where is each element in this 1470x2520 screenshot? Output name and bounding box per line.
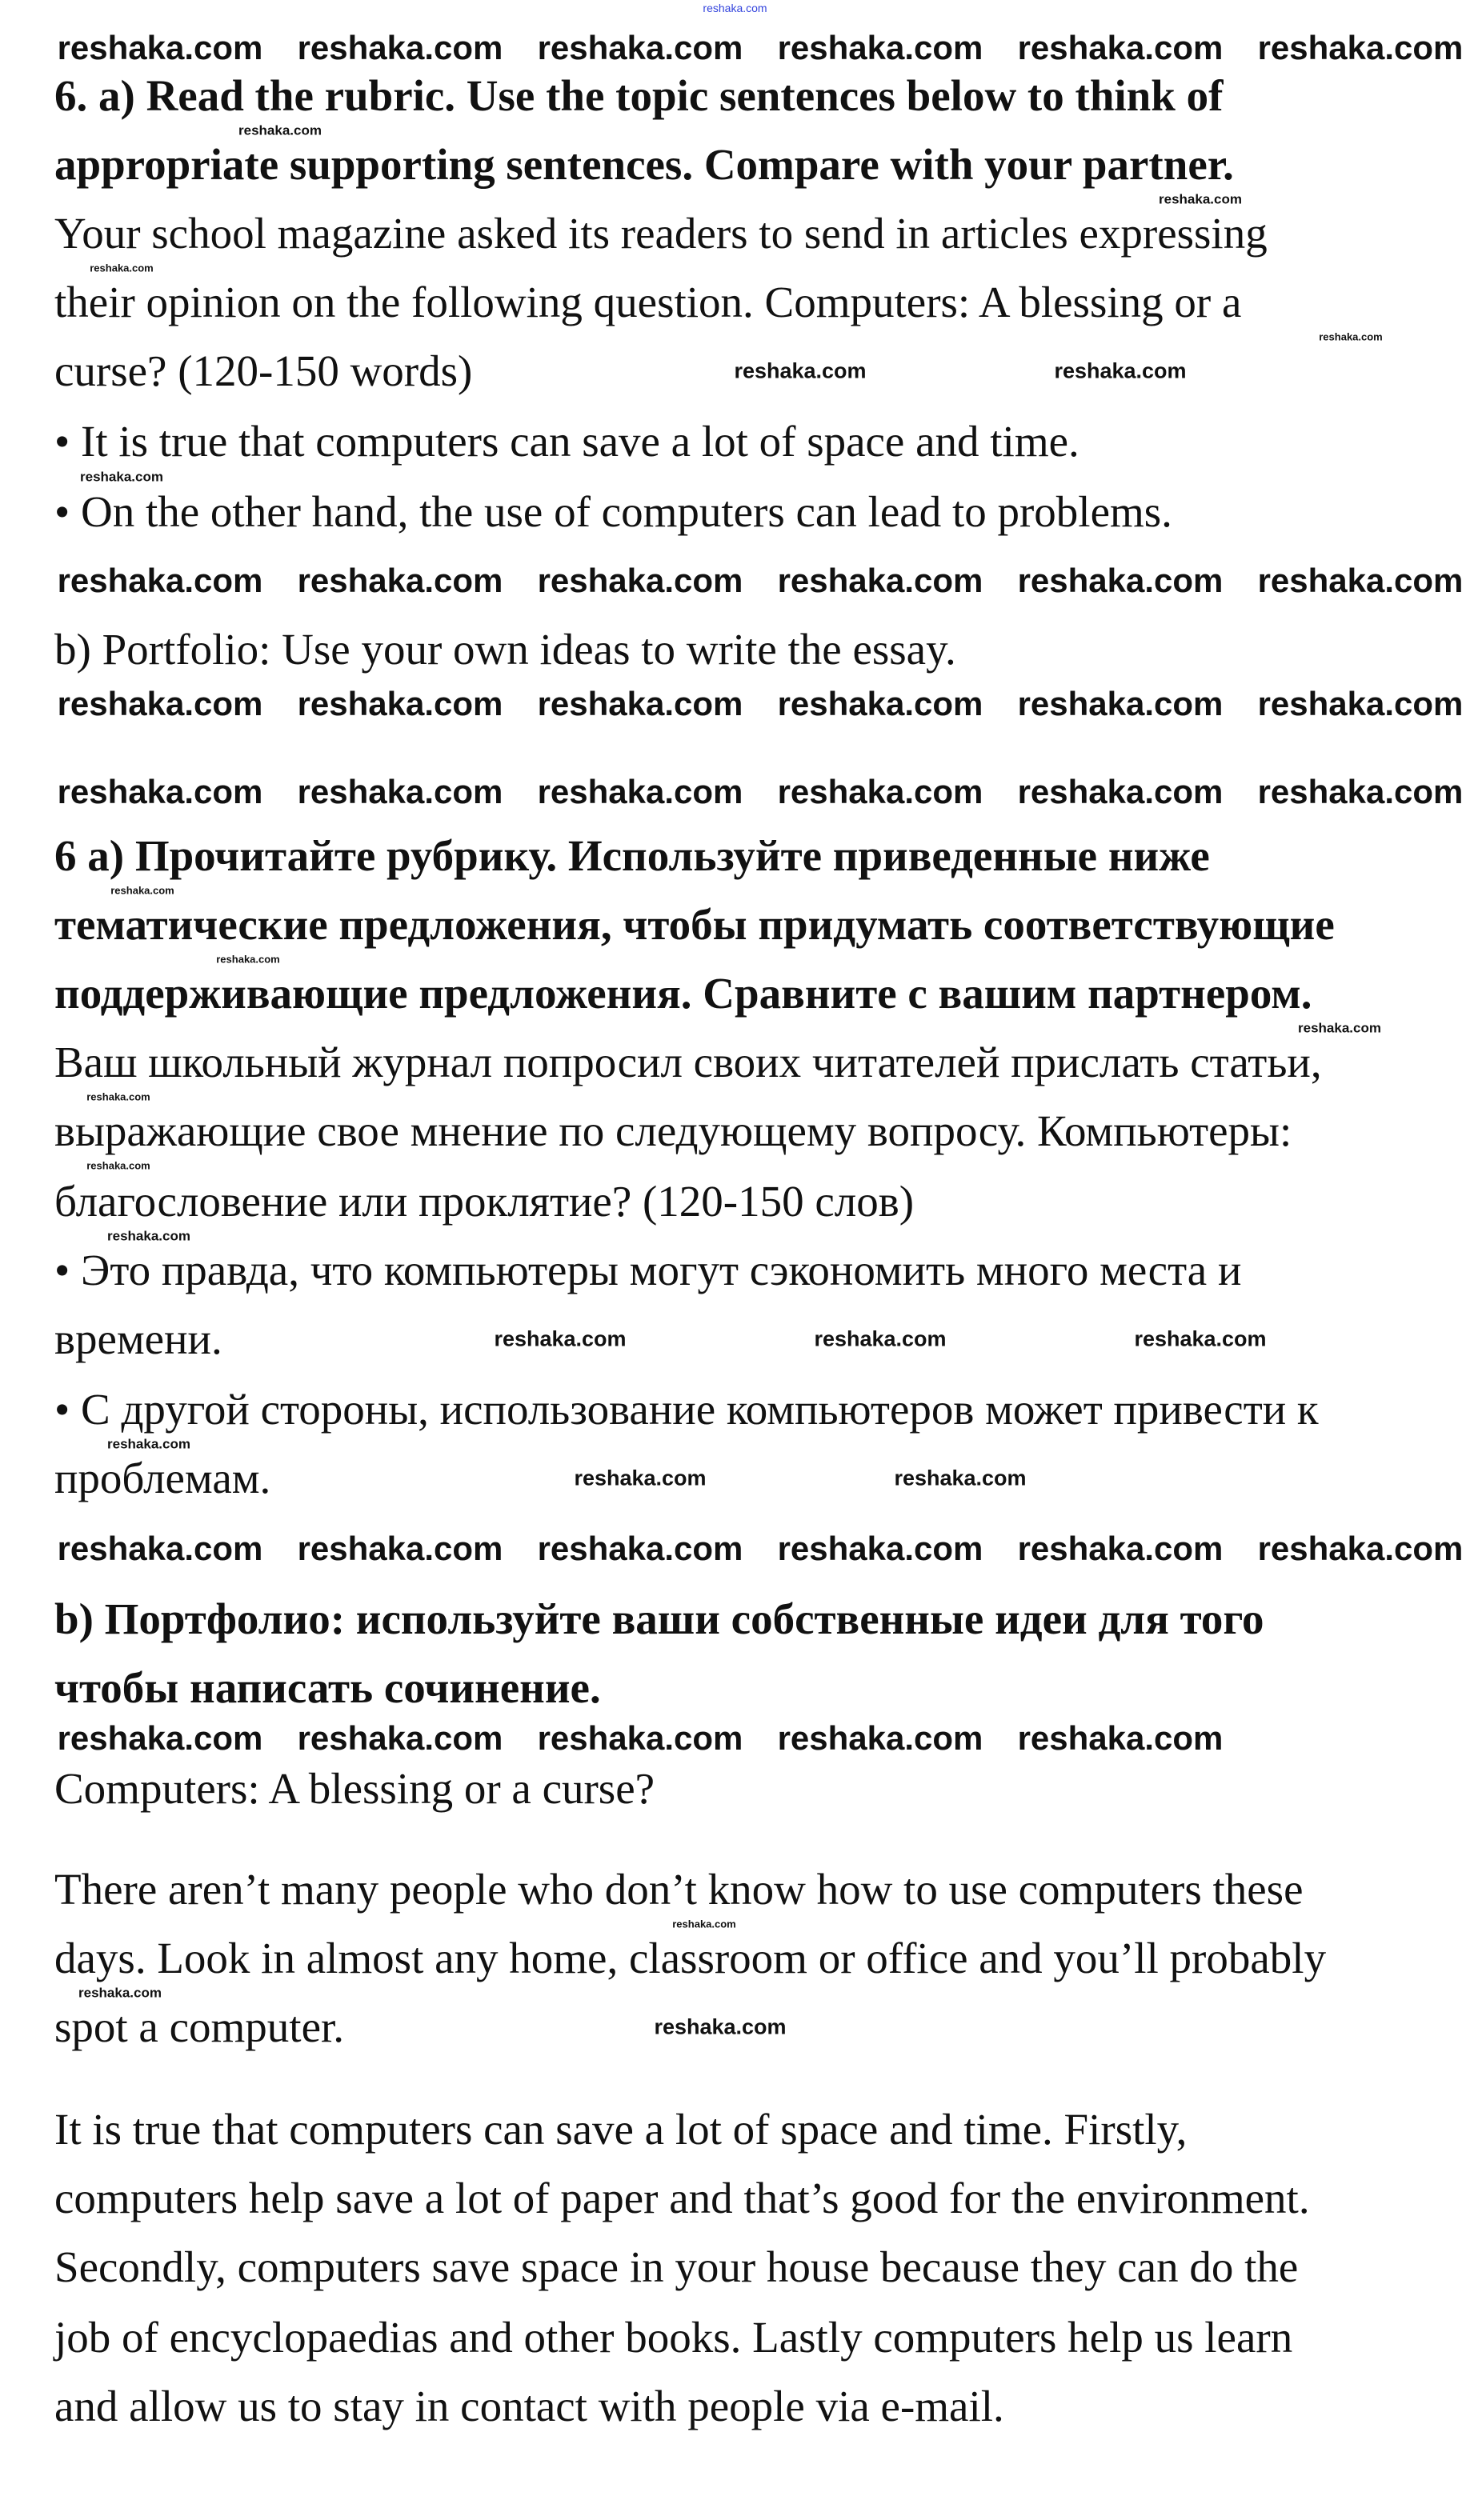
watermark: reshaka.com	[1319, 330, 1383, 343]
watermark: reshaka.com	[107, 1436, 190, 1452]
essay-paragraph: and allow us to stay in contact with people via e-mail.	[54, 2382, 1004, 2430]
watermark: reshaka.com	[777, 29, 983, 66]
watermark: reshaka.com	[297, 1530, 503, 1567]
watermark: reshaka.com	[537, 1530, 743, 1567]
essay-title: Computers: A blessing or a curse?	[54, 1764, 655, 1813]
watermark: reshaka.com	[777, 1719, 983, 1757]
topic-sentence: • It is true that computers can save a lot of space and time.	[54, 417, 1079, 466]
watermark: reshaka.com	[777, 562, 983, 599]
watermark: reshaka.com	[1017, 773, 1224, 810]
watermark: reshaka.com	[86, 1090, 150, 1103]
essay-paragraph: It is true that computers can save a lot of space and time. Firstly,	[54, 2105, 1188, 2154]
watermark: reshaka.com	[1017, 685, 1224, 722]
watermark: reshaka.com	[1017, 1719, 1224, 1757]
task-heading: 6 а) Прочитайте рубрику. Используйте приведенные ниже	[54, 831, 1210, 880]
essay-paragraph: days. Look in almost any home, classroom or office and you’ll probably	[54, 1934, 1327, 1982]
watermark: reshaka.com	[734, 358, 867, 383]
watermark: reshaka.com	[1017, 29, 1224, 66]
portfolio-instruction: b) Portfolio: Use your own ideas to write the essay.	[54, 625, 956, 674]
essay-paragraph: computers help save a lot of paper and that’s good for the environment.	[54, 2174, 1310, 2222]
watermark: reshaka.com	[1054, 358, 1187, 383]
watermark: reshaka.com	[672, 1918, 736, 1930]
watermark: reshaka.com	[1257, 29, 1464, 66]
essay-paragraph: Secondly, computers save space in your house because they can do the	[54, 2242, 1299, 2291]
portfolio-instruction: чтобы написать сочинение.	[54, 1663, 601, 1712]
task-heading: appropriate supporting sentences. Compare with your partner.	[54, 140, 1234, 189]
topic-sentence: • С другой стороны, использование компьютеров может привести к	[54, 1385, 1319, 1434]
watermark: reshaka.com	[1134, 1326, 1267, 1351]
watermark: reshaka.com	[1257, 685, 1464, 722]
watermark: reshaka.com	[777, 1530, 983, 1567]
essay-paragraph: There aren’t many people who don’t know how to use computers these	[54, 1865, 1304, 1914]
watermark: reshaka.com	[777, 685, 983, 722]
watermark: reshaka.com	[238, 122, 322, 138]
watermark: reshaka.com	[1159, 191, 1242, 207]
rubric-text: выражающие свое мнение по следующему вопросу. Компьютеры:	[54, 1106, 1292, 1155]
watermark: reshaka.com	[297, 562, 503, 599]
essay-paragraph: spot a computer.	[54, 2002, 345, 2051]
watermark: reshaka.com	[57, 685, 263, 722]
task-heading: поддерживающие предложения. Сравните с вашим партнером.	[54, 969, 1312, 1018]
watermark: reshaka.com	[107, 1228, 190, 1244]
watermark: reshaka.com	[537, 29, 743, 66]
task-heading: 6. a) Read the rubric. Use the topic sentences below to think of	[54, 71, 1224, 120]
watermark: reshaka.com	[78, 1985, 162, 2001]
watermark: reshaka.com	[1257, 773, 1464, 810]
watermark: reshaka.com	[297, 1719, 503, 1757]
watermark: reshaka.com	[654, 2014, 787, 2039]
watermark: reshaka.com	[537, 773, 743, 810]
rubric-text: their opinion on the following question. Computers: A blessing or a	[54, 278, 1242, 326]
rubric-text: curse? (120-150 words)	[54, 346, 473, 395]
watermark: reshaka.com	[80, 469, 163, 485]
watermark: reshaka.com	[57, 773, 263, 810]
portfolio-instruction: b) Портфолио: используйте ваши собственные идеи для того	[54, 1594, 1264, 1643]
watermark: reshaka.com	[1257, 562, 1464, 599]
topic-sentence: проблемам.	[54, 1454, 271, 1502]
rubric-text: Your school magazine asked its readers to send in articles expressing	[54, 209, 1268, 258]
watermark: reshaka.com	[537, 1719, 743, 1757]
topic-sentence: • Это правда, что компьютеры могут сэкономить много места и	[54, 1246, 1242, 1294]
watermark: reshaka.com	[574, 1466, 707, 1490]
watermark: reshaka.com	[86, 1159, 150, 1172]
watermark: reshaka.com	[297, 685, 503, 722]
watermark: reshaka.com	[1257, 1530, 1464, 1567]
task-heading: тематические предложения, чтобы придумать соответствующие	[54, 900, 1335, 949]
watermark: reshaka.com	[57, 562, 263, 599]
watermark: reshaka.com	[57, 1719, 263, 1757]
watermark: reshaka.com	[1017, 562, 1224, 599]
watermark: reshaka.com	[894, 1466, 1027, 1490]
header-watermark: reshaka.com	[703, 2, 767, 14]
watermark: reshaka.com	[297, 773, 503, 810]
watermark: reshaka.com	[537, 685, 743, 722]
watermark: reshaka.com	[57, 1530, 263, 1567]
watermark: reshaka.com	[494, 1326, 627, 1351]
watermark: reshaka.com	[297, 29, 503, 66]
rubric-text: благословение или проклятие? (120-150 слов)	[54, 1177, 915, 1226]
watermark: reshaka.com	[814, 1326, 947, 1351]
topic-sentence: • On the other hand, the use of computers can lead to problems.	[54, 487, 1172, 536]
watermark: reshaka.com	[1017, 1530, 1224, 1567]
watermark: reshaka.com	[777, 773, 983, 810]
watermark: reshaka.com	[110, 884, 174, 897]
watermark: reshaka.com	[537, 562, 743, 599]
watermark: reshaka.com	[216, 953, 280, 966]
rubric-text: Ваш школьный журнал попросил своих читателей прислать статьи,	[54, 1038, 1322, 1086]
watermark: reshaka.com	[1298, 1020, 1381, 1036]
topic-sentence: времени.	[54, 1314, 222, 1363]
watermark: reshaka.com	[57, 29, 263, 66]
essay-paragraph: job of encyclopaedias and other books. Lastly computers help us learn	[54, 2313, 1293, 2362]
watermark: reshaka.com	[90, 262, 154, 274]
